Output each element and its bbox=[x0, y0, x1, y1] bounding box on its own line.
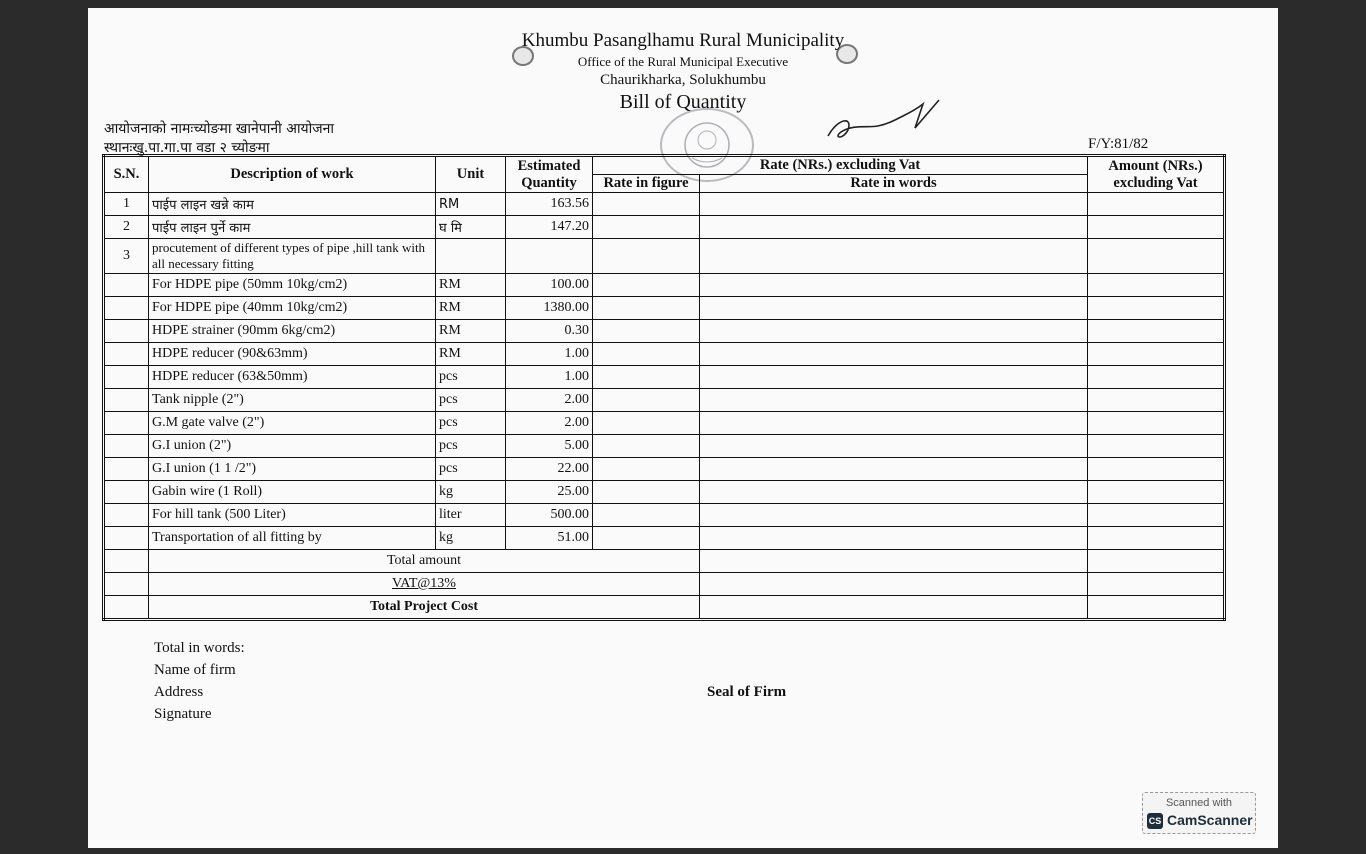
cell-amount bbox=[1088, 435, 1225, 458]
cell-description: Tank nipple (2") bbox=[149, 389, 436, 412]
cell-description: Gabin wire (1 Roll) bbox=[149, 481, 436, 504]
cell-quantity: 5.00 bbox=[506, 435, 593, 458]
blank-cell bbox=[700, 550, 1088, 573]
seal-of-firm-label: Seal of Firm bbox=[707, 684, 787, 700]
cell-quantity: 0.30 bbox=[506, 320, 593, 343]
cell-sn bbox=[104, 504, 149, 527]
cell-amount bbox=[1088, 193, 1225, 216]
cell-description: HDPE reducer (63&50mm) bbox=[149, 366, 436, 389]
name-of-firm-label: Name of firm bbox=[154, 662, 236, 678]
cell-sn bbox=[104, 320, 149, 343]
blank-cell bbox=[700, 573, 1088, 596]
municipality-name: Khumbu Pasanglhamu Rural Municipality bbox=[521, 30, 845, 51]
cell-unit: kg bbox=[436, 481, 506, 504]
cell-rate-figure bbox=[593, 389, 700, 412]
vat-row bbox=[104, 573, 1225, 596]
cell-quantity: 22.00 bbox=[506, 458, 593, 481]
header-rate-words: Rate in words bbox=[700, 175, 1088, 193]
cell-amount bbox=[1088, 239, 1225, 274]
cell-description: HDPE strainer (90mm 6kg/cm2) bbox=[149, 320, 436, 343]
table-row bbox=[104, 320, 1225, 343]
fiscal-year: F/Y:81/82 bbox=[1088, 136, 1149, 152]
total-amount-label: Total amount bbox=[149, 550, 700, 573]
vat-label: VAT@13% bbox=[149, 573, 700, 596]
cell-rate-words bbox=[700, 527, 1088, 550]
blank-cell bbox=[104, 573, 149, 596]
cell-rate-words bbox=[700, 320, 1088, 343]
total-in-words-label: Total in words: bbox=[154, 640, 245, 656]
cell-unit: pcs bbox=[436, 458, 506, 481]
cell-amount bbox=[1088, 343, 1225, 366]
cell-quantity: 1.00 bbox=[506, 366, 593, 389]
cell-sn bbox=[104, 389, 149, 412]
office-name: Office of the Rural Municipal Executive bbox=[577, 54, 789, 69]
cell-rate-words bbox=[700, 297, 1088, 320]
cell-rate-figure bbox=[593, 435, 700, 458]
cell-unit: liter bbox=[436, 504, 506, 527]
table-row bbox=[104, 343, 1225, 366]
blank-cell bbox=[1088, 573, 1225, 596]
cell-unit: RM bbox=[436, 193, 506, 216]
cell-description: पाईप लाइन खन्ने काम bbox=[149, 193, 436, 216]
cell-quantity: 1.00 bbox=[506, 343, 593, 366]
total-project-cost-label: Total Project Cost bbox=[149, 596, 700, 620]
cell-quantity: 163.56 bbox=[506, 193, 593, 216]
cell-description: G.I union (2") bbox=[149, 435, 436, 458]
cell-unit bbox=[436, 239, 506, 274]
cell-quantity: 147.20 bbox=[506, 216, 593, 239]
cell-quantity: 2.00 bbox=[506, 389, 593, 412]
cell-unit: pcs bbox=[436, 366, 506, 389]
header-rate-figure: Rate in figure bbox=[593, 175, 700, 193]
cell-description: For HDPE pipe (40mm 10kg/cm2) bbox=[149, 297, 436, 320]
cell-sn bbox=[104, 343, 149, 366]
cell-amount bbox=[1088, 389, 1225, 412]
cell-rate-figure bbox=[593, 193, 700, 216]
table-row bbox=[104, 274, 1225, 297]
cell-unit: pcs bbox=[436, 435, 506, 458]
header-rate-group: Rate (NRs.) excluding Vat bbox=[593, 156, 1088, 175]
header-row-1 bbox=[104, 156, 1225, 175]
cell-rate-figure bbox=[593, 366, 700, 389]
table-body bbox=[104, 193, 1225, 620]
cell-rate-figure bbox=[593, 412, 700, 435]
scanned-page bbox=[88, 8, 1278, 848]
cell-rate-figure bbox=[593, 481, 700, 504]
table-row bbox=[104, 527, 1225, 550]
total-amount-row bbox=[104, 550, 1225, 573]
cell-amount bbox=[1088, 366, 1225, 389]
cell-rate-figure bbox=[593, 239, 700, 274]
cell-rate-figure bbox=[593, 274, 700, 297]
cell-rate-figure bbox=[593, 527, 700, 550]
office-location: Chaurikharka, Solukhumbu bbox=[600, 72, 766, 88]
cell-quantity: 100.00 bbox=[506, 274, 593, 297]
cell-rate-figure bbox=[593, 297, 700, 320]
table-row bbox=[104, 216, 1225, 239]
header-amount bbox=[1088, 156, 1225, 193]
cell-unit: RM bbox=[436, 320, 506, 343]
cell-quantity: 51.00 bbox=[506, 527, 593, 550]
cell-rate-words bbox=[700, 435, 1088, 458]
cell-rate-words bbox=[700, 274, 1088, 297]
cell-unit: pcs bbox=[436, 389, 506, 412]
signature-label: Signature bbox=[154, 706, 212, 722]
camscanner-brand: CamScanner bbox=[1167, 812, 1253, 828]
cell-quantity: 2.00 bbox=[506, 412, 593, 435]
header-qty-line1: Estimated bbox=[517, 157, 581, 174]
cell-sn bbox=[104, 412, 149, 435]
cell-amount bbox=[1088, 458, 1225, 481]
cell-rate-words bbox=[700, 343, 1088, 366]
table-row bbox=[104, 504, 1225, 527]
cell-sn: 2 bbox=[104, 216, 149, 239]
cell-rate-figure bbox=[593, 504, 700, 527]
cell-rate-words bbox=[700, 193, 1088, 216]
header-unit: Unit bbox=[436, 156, 506, 193]
cell-description: Transportation of all fitting by bbox=[149, 527, 436, 550]
table-row bbox=[104, 366, 1225, 389]
cell-rate-figure bbox=[593, 216, 700, 239]
project-name: आयोजनाको नामःच्योङमा खानेपानी आयोजना bbox=[104, 121, 335, 137]
cell-sn: 3 bbox=[104, 239, 149, 274]
cell-unit: RM bbox=[436, 343, 506, 366]
cell-quantity: 1380.00 bbox=[506, 297, 593, 320]
cell-description: For HDPE pipe (50mm 10kg/cm2) bbox=[149, 274, 436, 297]
cell-quantity: 25.00 bbox=[506, 481, 593, 504]
cell-rate-figure bbox=[593, 320, 700, 343]
cell-sn: 1 bbox=[104, 193, 149, 216]
table-row bbox=[104, 297, 1225, 320]
document-title: Bill of Quantity bbox=[619, 91, 747, 113]
cell-rate-words bbox=[700, 481, 1088, 504]
cell-unit: pcs bbox=[436, 412, 506, 435]
table-row bbox=[104, 239, 1225, 274]
cell-amount bbox=[1088, 274, 1225, 297]
cell-description: G.M gate valve (2") bbox=[149, 412, 436, 435]
cell-sn bbox=[104, 527, 149, 550]
table-row bbox=[104, 435, 1225, 458]
cell-sn bbox=[104, 366, 149, 389]
cell-sn bbox=[104, 458, 149, 481]
header-qty-line2: Quantity bbox=[521, 174, 577, 191]
cell-amount bbox=[1088, 216, 1225, 239]
table-row bbox=[104, 389, 1225, 412]
cell-amount bbox=[1088, 320, 1225, 343]
cell-rate-words bbox=[700, 412, 1088, 435]
total-project-cost-row bbox=[104, 596, 1225, 620]
cell-rate-words bbox=[700, 389, 1088, 412]
cell-description: पाईप लाइन पुर्ने काम bbox=[149, 216, 436, 239]
cell-rate-figure bbox=[593, 458, 700, 481]
cell-sn bbox=[104, 274, 149, 297]
cell-description: procutement of different types of pipe ,hill tank with all necessary fitting bbox=[149, 239, 436, 274]
header-estimated-quantity bbox=[506, 156, 593, 193]
cell-description: HDPE reducer (90&63mm) bbox=[149, 343, 436, 366]
cell-sn bbox=[104, 297, 149, 320]
cell-amount bbox=[1088, 504, 1225, 527]
blank-cell bbox=[104, 550, 149, 573]
cell-rate-words bbox=[700, 458, 1088, 481]
cell-amount bbox=[1088, 527, 1225, 550]
table-row bbox=[104, 193, 1225, 216]
blank-cell bbox=[700, 596, 1088, 620]
camscanner-logo-icon: CS bbox=[1147, 813, 1163, 829]
table-row bbox=[104, 412, 1225, 435]
bill-of-quantity-table bbox=[102, 154, 1226, 621]
cell-amount bbox=[1088, 412, 1225, 435]
camscanner-watermark bbox=[1142, 792, 1256, 834]
cell-unit: RM bbox=[436, 274, 506, 297]
table-row bbox=[104, 458, 1225, 481]
project-place: स्थानःखु.पा.गा.पा वडा २ च्योङमा bbox=[104, 140, 270, 156]
cell-amount bbox=[1088, 481, 1225, 504]
blank-cell bbox=[104, 596, 149, 620]
cell-amount bbox=[1088, 297, 1225, 320]
blank-cell bbox=[1088, 550, 1225, 573]
cell-sn bbox=[104, 435, 149, 458]
cell-sn bbox=[104, 481, 149, 504]
cell-rate-words bbox=[700, 504, 1088, 527]
header-description: Description of work bbox=[149, 156, 436, 193]
cell-rate-words bbox=[700, 366, 1088, 389]
header-amount-line1: Amount (NRs.) bbox=[1108, 157, 1203, 174]
cell-rate-words bbox=[700, 239, 1088, 274]
header-sn: S.N. bbox=[104, 156, 149, 193]
cell-description: For hill tank (500 Liter) bbox=[149, 504, 436, 527]
cell-description: G.I union (1 1 /2") bbox=[149, 458, 436, 481]
table-row bbox=[104, 481, 1225, 504]
cell-unit: kg bbox=[436, 527, 506, 550]
address-label: Address bbox=[154, 684, 204, 700]
cell-quantity bbox=[506, 239, 593, 274]
blank-cell bbox=[1088, 596, 1225, 620]
scanned-with-text: Scanned with bbox=[1165, 797, 1233, 809]
cell-rate-words bbox=[700, 216, 1088, 239]
cell-unit: RM bbox=[436, 297, 506, 320]
header-amount-line2: excluding Vat bbox=[1113, 174, 1198, 191]
handwritten-signature bbox=[823, 98, 943, 153]
cell-quantity: 500.00 bbox=[506, 504, 593, 527]
cell-unit: घ मि bbox=[436, 216, 506, 239]
cell-rate-figure bbox=[593, 343, 700, 366]
